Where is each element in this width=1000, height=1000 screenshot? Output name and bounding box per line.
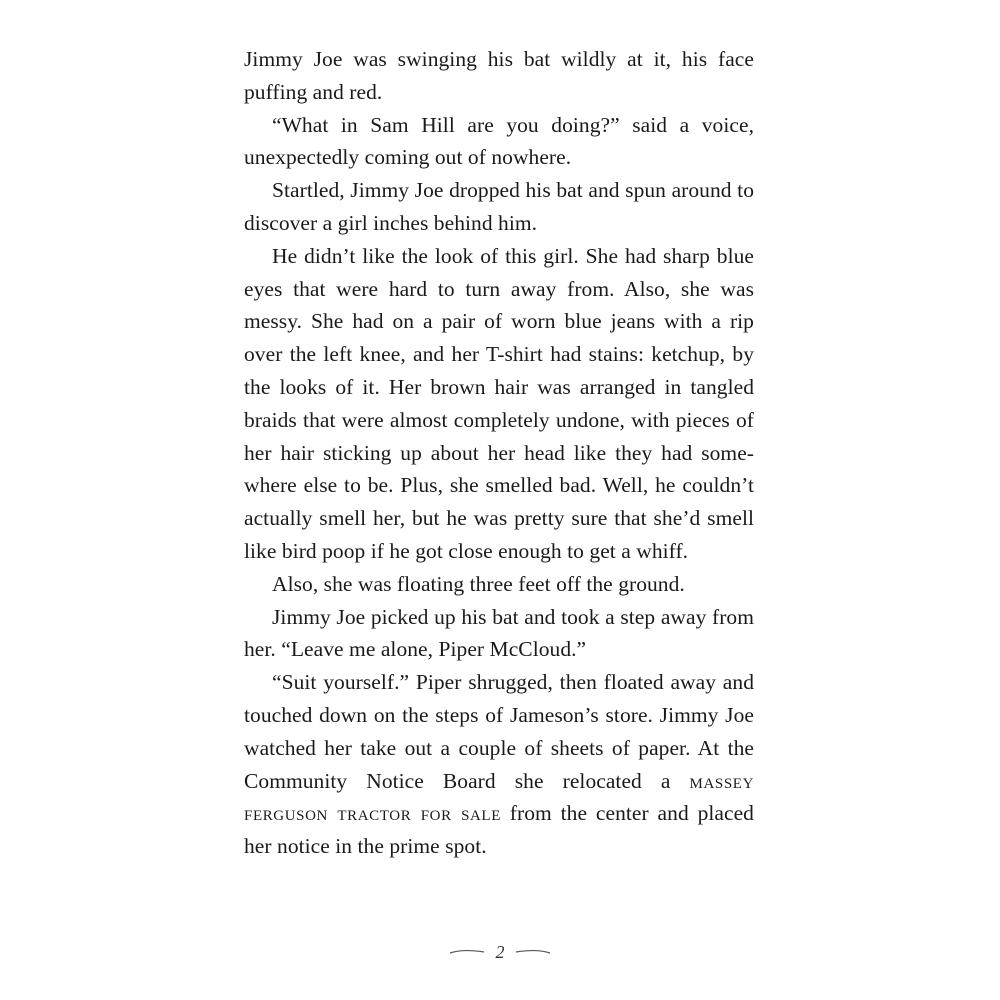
paragraph-1: Jimmy Joe was swinging his bat wildly at it, his face puffing and red. (244, 47, 754, 104)
paragraph-7 (244, 666, 754, 863)
paragraph-3: Startled, Jimmy Joe dropped his bat and spun around to discover a girl inches behind him. (244, 178, 754, 235)
body-text (244, 43, 754, 863)
paragraph-4: He didn’t like the look of this girl. She had sharp blue eyes that were hard to turn away from. Also, she was messy. She had on a pair of worn blue jeans with a rip over the left knee, and her T-shirt had stains: ketchup, by the looks of it. Her brown hair was arranged in tangled braids that were almost completely undone, with pieces of her hair sticking up about her head like they had some-where else to be. Plus, she smelled bad. Well, he couldn’t actually smell her, but he was pretty sure that she’d smell like bird poop if he got close enough to get a whiff. (244, 243, 754, 563)
paragraph-7-text-start: “Suit yourself.” Piper shrugged, then floated away and touched down on the steps of Jameson’s store. Jimmy Joe watched her take out a couple of sheets of paper. At the Community Notice Board she relocated a (244, 670, 754, 793)
left-swash-ornament-icon (449, 948, 485, 956)
right-swash-ornament-icon (515, 948, 551, 956)
page-footer (0, 938, 1000, 964)
paragraph-2: “What in Sam Hill are you doing?” said a voice, unexpectedly coming out of nowhere. (244, 112, 754, 170)
paragraph-5: Also, she was floating three feet off the ground. (272, 571, 685, 596)
notice-smallcaps-text: massey ferguson tractor for sale (244, 768, 754, 826)
page-number: 2 (495, 941, 505, 962)
paragraph-6: Jimmy Joe picked up his bat and took a step away from her. “Leave me alone, Piper McCloud.” (244, 604, 754, 662)
paragraph-7-text-end: from the center and placed her notice in the prime spot. (244, 801, 754, 859)
